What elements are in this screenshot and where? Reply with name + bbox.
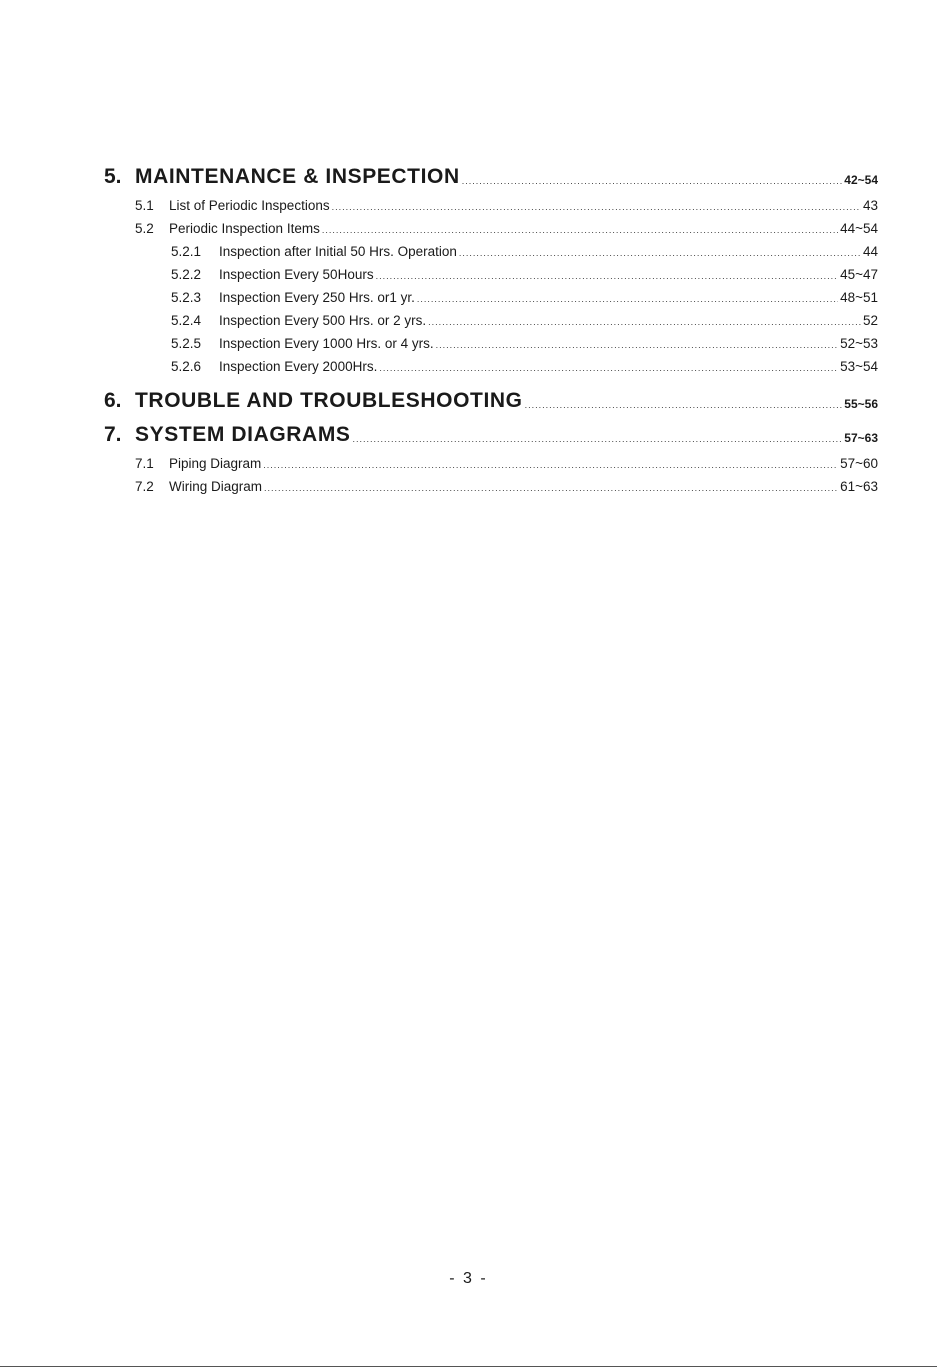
toc-subsection-5-2-5[interactable] <box>104 332 878 355</box>
section-pages: 57~60 <box>840 456 878 471</box>
chapter-number: 5. <box>104 165 122 188</box>
bottom-divider <box>0 1366 937 1367</box>
section-title: List of Periodic Inspections <box>169 198 330 213</box>
dot-leader <box>379 363 838 378</box>
toc-subsection-5-2-4[interactable] <box>104 309 878 332</box>
toc-section-5-2[interactable] <box>104 217 878 240</box>
section-pages: 44~54 <box>840 221 878 236</box>
section-number: 7.2 <box>135 479 154 494</box>
section-title: Periodic Inspection Items <box>169 221 320 236</box>
subsection-number: 5.2.4 <box>171 313 202 328</box>
section-title: Wiring Diagram <box>169 479 263 494</box>
table-of-contents <box>104 160 878 498</box>
subsection-pages: 44 <box>862 244 878 259</box>
dot-leader <box>264 483 838 498</box>
subsection-pages: 52 <box>862 313 878 328</box>
chapter-pages: 57~63 <box>844 431 878 445</box>
toc-subsection-5-2-6[interactable] <box>104 355 878 378</box>
toc-chapter-6[interactable] <box>104 384 878 418</box>
subsection-title: Inspection Every 2000Hrs. <box>219 359 378 374</box>
toc-section-5-1[interactable] <box>104 194 878 217</box>
chapter-title: TROUBLE AND TROUBLESHOOTING <box>135 389 523 412</box>
subsection-pages: 48~51 <box>840 290 878 305</box>
dot-leader <box>322 225 838 240</box>
subsection-title: Inspection Every 1000 Hrs. or 4 yrs. <box>219 336 434 351</box>
chapter-number: 7. <box>104 423 122 446</box>
toc-subsection-5-2-3[interactable] <box>104 286 878 309</box>
dot-leader <box>376 271 839 286</box>
dot-leader <box>525 400 843 418</box>
dot-leader <box>417 294 838 309</box>
subsection-number: 5.2.6 <box>171 359 202 374</box>
chapter-title: SYSTEM DIAGRAMS <box>135 423 351 446</box>
toc-section-7-1[interactable] <box>104 452 878 475</box>
dot-leader <box>436 340 838 355</box>
toc-chapter-5[interactable] <box>104 160 878 194</box>
dot-leader <box>462 176 843 194</box>
subsection-title: Inspection Every 500 Hrs. or 2 yrs. <box>219 313 427 328</box>
dot-leader <box>353 434 843 452</box>
dot-leader <box>428 317 861 332</box>
toc-section-7-2[interactable] <box>104 475 878 498</box>
toc-subsection-5-2-1[interactable] <box>104 240 878 263</box>
subsection-title: Inspection after Initial 50 Hrs. Operation <box>219 244 457 259</box>
subsection-number: 5.2.2 <box>171 267 202 282</box>
chapter-number: 6. <box>104 389 122 412</box>
section-number: 7.1 <box>135 456 154 471</box>
page-number: - 3 - <box>449 1270 488 1287</box>
dot-leader <box>459 248 861 263</box>
section-pages: 43 <box>862 198 878 213</box>
chapter-pages: 42~54 <box>844 173 878 187</box>
subsection-pages: 52~53 <box>840 336 878 351</box>
section-number: 5.1 <box>135 198 154 213</box>
chapter-title: MAINTENANCE & INSPECTION <box>135 165 460 188</box>
subsection-title: Inspection Every 50Hours <box>219 267 374 282</box>
dot-leader <box>332 202 861 217</box>
subsection-pages: 53~54 <box>840 359 878 374</box>
subsection-pages: 45~47 <box>840 267 878 282</box>
section-title: Piping Diagram <box>169 456 262 471</box>
subsection-number: 5.2.5 <box>171 336 202 351</box>
chapter-pages: 55~56 <box>844 397 878 411</box>
toc-chapter-7[interactable] <box>104 418 878 452</box>
section-number: 5.2 <box>135 221 154 236</box>
dot-leader <box>263 460 838 475</box>
subsection-title: Inspection Every 250 Hrs. or1 yr. <box>219 290 415 305</box>
section-pages: 61~63 <box>840 479 878 494</box>
subsection-number: 5.2.3 <box>171 290 202 305</box>
subsection-number: 5.2.1 <box>171 244 202 259</box>
toc-subsection-5-2-2[interactable] <box>104 263 878 286</box>
